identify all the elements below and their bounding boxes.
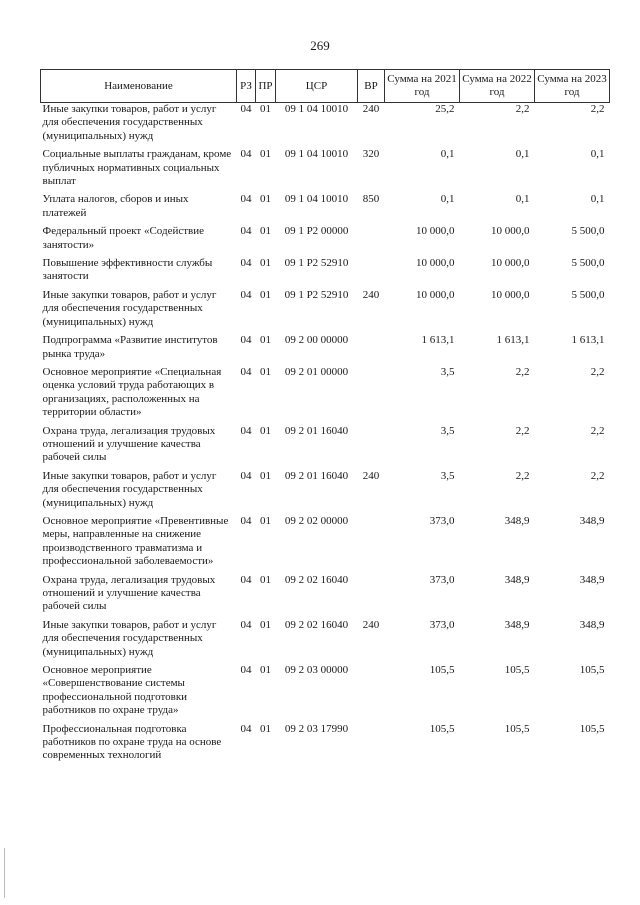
cell-vr <box>358 257 385 289</box>
cell-sum-2022: 2,2 <box>515 424 530 437</box>
cell-vr <box>358 574 385 619</box>
cell-sum-2022: 2,2 <box>515 469 530 482</box>
cell-sum-2021: 373,0 <box>429 573 455 586</box>
cell-sum-2021: 3,5 <box>440 469 455 482</box>
cell-sum-2023: 2,2 <box>590 469 605 482</box>
cell-pr: 01 <box>260 193 271 206</box>
cell-sum-2022: 10 000,0 <box>491 257 530 270</box>
cell-sum-2021: 10 000,0 <box>416 288 455 301</box>
cell-sum-2023: 105,5 <box>579 722 605 735</box>
table-row <box>41 334 610 366</box>
page-number: 269 <box>310 38 330 53</box>
cell-sum-2021: 373,0 <box>429 514 455 527</box>
cell-sum-2021: 0,1 <box>440 148 455 161</box>
table-row <box>41 225 610 257</box>
header-sum-2023: Сумма на 2023 год <box>535 70 610 103</box>
cell-sum-2022: 0,1 <box>515 193 530 206</box>
cell-sum-2021: 1 613,1 <box>421 334 455 347</box>
cell-name: Охрана труда, легализация трудовых отношений и улучшение качества рабочей силы <box>42 424 216 464</box>
cell-name: Основное мероприятие «Специальная оценка условий труда работающих в организациях, расположенных на территории области» <box>42 365 222 419</box>
cell-sum-2023: 2,2 <box>590 424 605 437</box>
cell-pr: 01 <box>260 573 271 586</box>
cell-vr <box>358 425 385 470</box>
cell-rz: 04 <box>240 365 252 378</box>
cell-sum-2022: 2,2 <box>515 365 530 378</box>
header-name: Наименование <box>41 70 237 103</box>
cell-vr: 240 <box>362 288 380 301</box>
cell-sum-2022: 348,9 <box>504 618 530 631</box>
table-header <box>41 70 610 103</box>
cell-rz: 04 <box>240 257 252 270</box>
cell-sum-2021: 0,1 <box>440 193 455 206</box>
cell-csr: 09 2 00 00000 <box>284 334 349 347</box>
cell-name: Иные закупки товаров, работ и услуг для обеспечения государственных (муниципальных) нужд <box>42 288 217 328</box>
cell-name: Иные закупки товаров, работ и услуг для обеспечения государственных (муниципальных) нужд <box>42 103 217 142</box>
table-row <box>41 619 610 664</box>
cell-sum-2021: 3,5 <box>440 365 455 378</box>
cell-rz: 04 <box>240 288 252 301</box>
cell-sum-2022: 0,1 <box>515 148 530 161</box>
cell-name: Повышение эффективности службы занятости <box>42 257 213 283</box>
cell-rz: 04 <box>240 148 252 161</box>
cell-rz: 04 <box>240 514 252 527</box>
cell-rz: 04 <box>240 573 252 586</box>
cell-rz: 04 <box>240 618 252 631</box>
header-vr: ВР <box>358 70 385 103</box>
header-csr: ЦСР <box>276 70 358 103</box>
cell-rz: 04 <box>240 469 252 482</box>
cell-csr: 09 1 04 10010 <box>284 193 349 206</box>
cell-csr: 09 2 02 16040 <box>284 618 349 631</box>
cell-rz: 04 <box>240 722 252 735</box>
cell-vr: 240 <box>362 618 380 631</box>
cell-vr <box>358 723 385 768</box>
cell-vr <box>358 515 385 574</box>
cell-pr: 01 <box>260 334 271 347</box>
cell-vr: 320 <box>362 148 380 161</box>
cell-csr: 09 1 04 10010 <box>284 148 349 161</box>
table-row <box>41 148 610 193</box>
cell-sum-2023: 105,5 <box>579 664 605 677</box>
cell-name: Иные закупки товаров, работ и услуг для обеспечения государственных (муниципальных) нужд <box>42 469 217 509</box>
cell-csr: 09 2 03 00000 <box>284 664 349 677</box>
table-row <box>41 574 610 619</box>
cell-sum-2022: 10 000,0 <box>491 288 530 301</box>
cell-pr: 01 <box>260 103 271 115</box>
header-sum-2021: Сумма на 2021 год <box>385 70 460 103</box>
table-row <box>41 257 610 289</box>
cell-name: Уплата налогов, сборов и иных платежей <box>42 193 189 219</box>
cell-sum-2022: 348,9 <box>504 514 530 527</box>
cell-sum-2022: 348,9 <box>504 573 530 586</box>
cell-sum-2023: 0,1 <box>590 148 605 161</box>
cell-sum-2023: 5 500,0 <box>571 288 605 301</box>
cell-pr: 01 <box>260 257 271 270</box>
cell-vr: 240 <box>362 469 380 482</box>
table-row <box>41 723 610 768</box>
cell-name: Основное мероприятие «Совершенствование системы профессиональной подготовки работников по охране труда» <box>42 664 188 717</box>
cell-pr: 01 <box>260 618 271 631</box>
cell-sum-2022: 2,2 <box>515 103 530 115</box>
cell-sum-2021: 10 000,0 <box>416 225 455 238</box>
cell-sum-2022: 105,5 <box>504 664 530 677</box>
cell-csr: 09 2 01 16040 <box>284 469 349 482</box>
cell-sum-2021: 3,5 <box>440 424 455 437</box>
table-row <box>41 664 610 723</box>
cell-vr <box>358 225 385 257</box>
cell-rz: 04 <box>240 225 252 238</box>
cell-sum-2022: 105,5 <box>504 722 530 735</box>
cell-pr: 01 <box>260 469 271 482</box>
cell-name: Подпрограмма «Развитие институтов рынка труда» <box>42 334 218 360</box>
cell-rz: 04 <box>240 103 252 115</box>
table-row <box>41 193 610 225</box>
cell-sum-2022: 1 613,1 <box>496 334 530 347</box>
header-sum-2022: Сумма на 2022 год <box>460 70 535 103</box>
table-row <box>41 103 610 149</box>
cell-sum-2022: 10 000,0 <box>491 225 530 238</box>
cell-vr <box>358 664 385 723</box>
cell-pr: 01 <box>260 225 271 238</box>
cell-vr: 850 <box>362 193 380 206</box>
cell-sum-2023: 5 500,0 <box>571 225 605 238</box>
cell-name: Охрана труда, легализация трудовых отношений и улучшение качества рабочей силы <box>42 573 216 613</box>
table-row <box>41 366 610 425</box>
budget-table <box>40 69 610 768</box>
cell-csr: 09 2 03 17990 <box>284 722 349 735</box>
cell-csr: 09 2 01 00000 <box>284 365 349 378</box>
cell-sum-2023: 348,9 <box>579 514 605 527</box>
cell-vr <box>358 366 385 425</box>
cell-csr: 09 1 P2 00000 <box>284 225 349 238</box>
cell-sum-2023: 2,2 <box>590 365 605 378</box>
cell-sum-2021: 105,5 <box>429 664 455 677</box>
cell-pr: 01 <box>260 424 271 437</box>
cell-name: Социальные выплаты гражданам, кроме публичных нормативных социальных выплат <box>42 148 232 188</box>
cell-sum-2023: 0,1 <box>590 193 605 206</box>
cell-csr: 09 1 04 10010 <box>284 103 349 115</box>
cell-csr: 09 2 01 16040 <box>284 424 349 437</box>
cell-pr: 01 <box>260 722 271 735</box>
cell-sum-2023: 2,2 <box>590 103 605 115</box>
cell-sum-2023: 1 613,1 <box>571 334 605 347</box>
cell-sum-2023: 5 500,0 <box>571 257 605 270</box>
table-row <box>41 425 610 470</box>
table-body <box>41 103 610 768</box>
cell-name: Профессиональная подготовка работников по охране труда на основе современных технологий <box>42 722 222 762</box>
cell-pr: 01 <box>260 148 271 161</box>
margin-scan-line <box>4 848 5 898</box>
cell-rz: 04 <box>240 193 252 206</box>
cell-csr: 09 2 02 00000 <box>284 514 349 527</box>
cell-vr <box>358 334 385 366</box>
cell-sum-2021: 25,2 <box>435 103 455 115</box>
cell-name: Основное мероприятие «Превентивные меры, направленные на снижение производственного травматизма и профессиональной заболеваемости» <box>42 514 229 568</box>
cell-sum-2021: 373,0 <box>429 618 455 631</box>
cell-sum-2023: 348,9 <box>579 573 605 586</box>
table-row <box>41 289 610 334</box>
cell-csr: 09 2 02 16040 <box>284 573 349 586</box>
cell-pr: 01 <box>260 288 271 301</box>
cell-pr: 01 <box>260 664 271 677</box>
cell-sum-2021: 10 000,0 <box>416 257 455 270</box>
header-rz: РЗ <box>237 70 256 103</box>
cell-rz: 04 <box>240 334 252 347</box>
cell-vr: 240 <box>362 103 380 115</box>
table-row <box>41 515 610 574</box>
header-pr: ПР <box>256 70 276 103</box>
table-row <box>41 470 610 515</box>
cell-name: Федеральный проект «Содействие занятости» <box>42 225 205 251</box>
cell-name: Иные закупки товаров, работ и услуг для обеспечения государственных (муниципальных) нужд <box>42 618 217 658</box>
cell-sum-2021: 105,5 <box>429 722 455 735</box>
cell-rz: 04 <box>240 424 252 437</box>
cell-rz: 04 <box>240 664 252 677</box>
cell-csr: 09 1 P2 52910 <box>284 257 349 270</box>
cell-pr: 01 <box>260 514 271 527</box>
cell-sum-2023: 348,9 <box>579 618 605 631</box>
cell-csr: 09 1 P2 52910 <box>284 288 349 301</box>
cell-pr: 01 <box>260 365 271 378</box>
